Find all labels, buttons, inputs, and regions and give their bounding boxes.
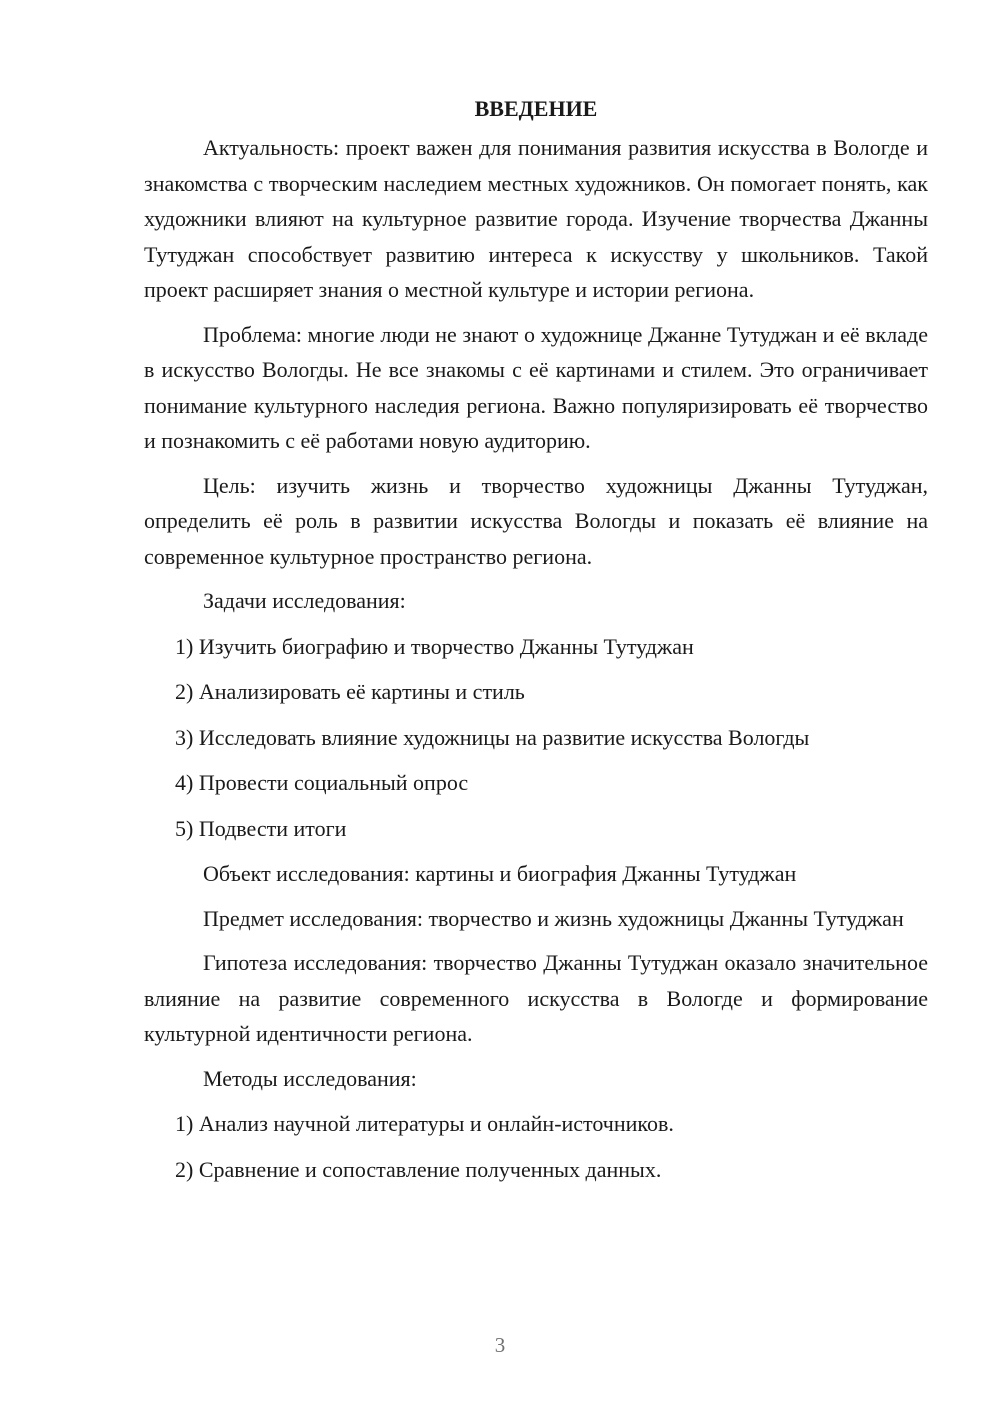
list-item: 2) Анализировать её картины и стиль	[175, 679, 525, 704]
page-title: ВВЕДЕНИЕ	[474, 96, 598, 121]
relevance-paragraph: Актуальность: проект важен для понимания развития искусства в Вологде и знакомства с творческим наследием местных художников. Он помогает понять, как художники влияют на культурное развитие города. Изучение творчества Джанны Тутуджан способствует развитию интереса к искусству у школьников. Такой проект расширяет знания о местной культуре и истории региона.	[144, 135, 928, 302]
list-item: 4) Провести социальный опрос	[175, 770, 469, 795]
methods-label: Методы исследования:	[203, 1065, 417, 1091]
list-item: 2) Сравнение и сопоставление полученных данных.	[175, 1156, 662, 1182]
list-item: 3) Исследовать влияние художницы на развитие искусства Вологды	[175, 724, 810, 750]
hypothesis-paragraph: Гипотеза исследования: творчество Джанны Тутуджан оказало значительное влияние на развитие современного искусства в Вологде и формирование культурной идентичности региона.	[144, 950, 928, 1046]
subject-paragraph: Предмет исследования: творчество и жизнь художницы Джанны Тутуджан	[203, 905, 904, 931]
tasks-list	[144, 629, 928, 847]
list-item: 1) Изучить биографию и творчество Джанны Тутуджан	[175, 633, 694, 659]
list-item: 1) Анализ научной литературы и онлайн-источников.	[175, 1111, 674, 1136]
problem-paragraph: Проблема: многие люди не знают о художнице Джанне Тутуджан и её вкладе в искусство Вологды. Не все знакомы с её картинами и стилем. Это ограничивает понимание культурного наследия региона. Важно популяризировать её творчество и познакомить с её работами новую аудиторию.	[144, 321, 928, 453]
object-paragraph: Объект исследования: картины и биография Джанны Тутуджан	[203, 861, 797, 886]
document-page	[144, 92, 928, 1197]
methods-list	[144, 1106, 928, 1187]
page-number: 3	[494, 1333, 506, 1357]
list-item: 5) Подвести итоги	[175, 815, 347, 841]
goal-paragraph: Цель: изучить жизнь и творчество художницы Джанны Тутуджан, определить её роль в развитии искусства Вологды и показать её влияние на современное культурное пространство региона.	[144, 472, 928, 569]
tasks-label: Задачи исследования:	[203, 588, 406, 613]
